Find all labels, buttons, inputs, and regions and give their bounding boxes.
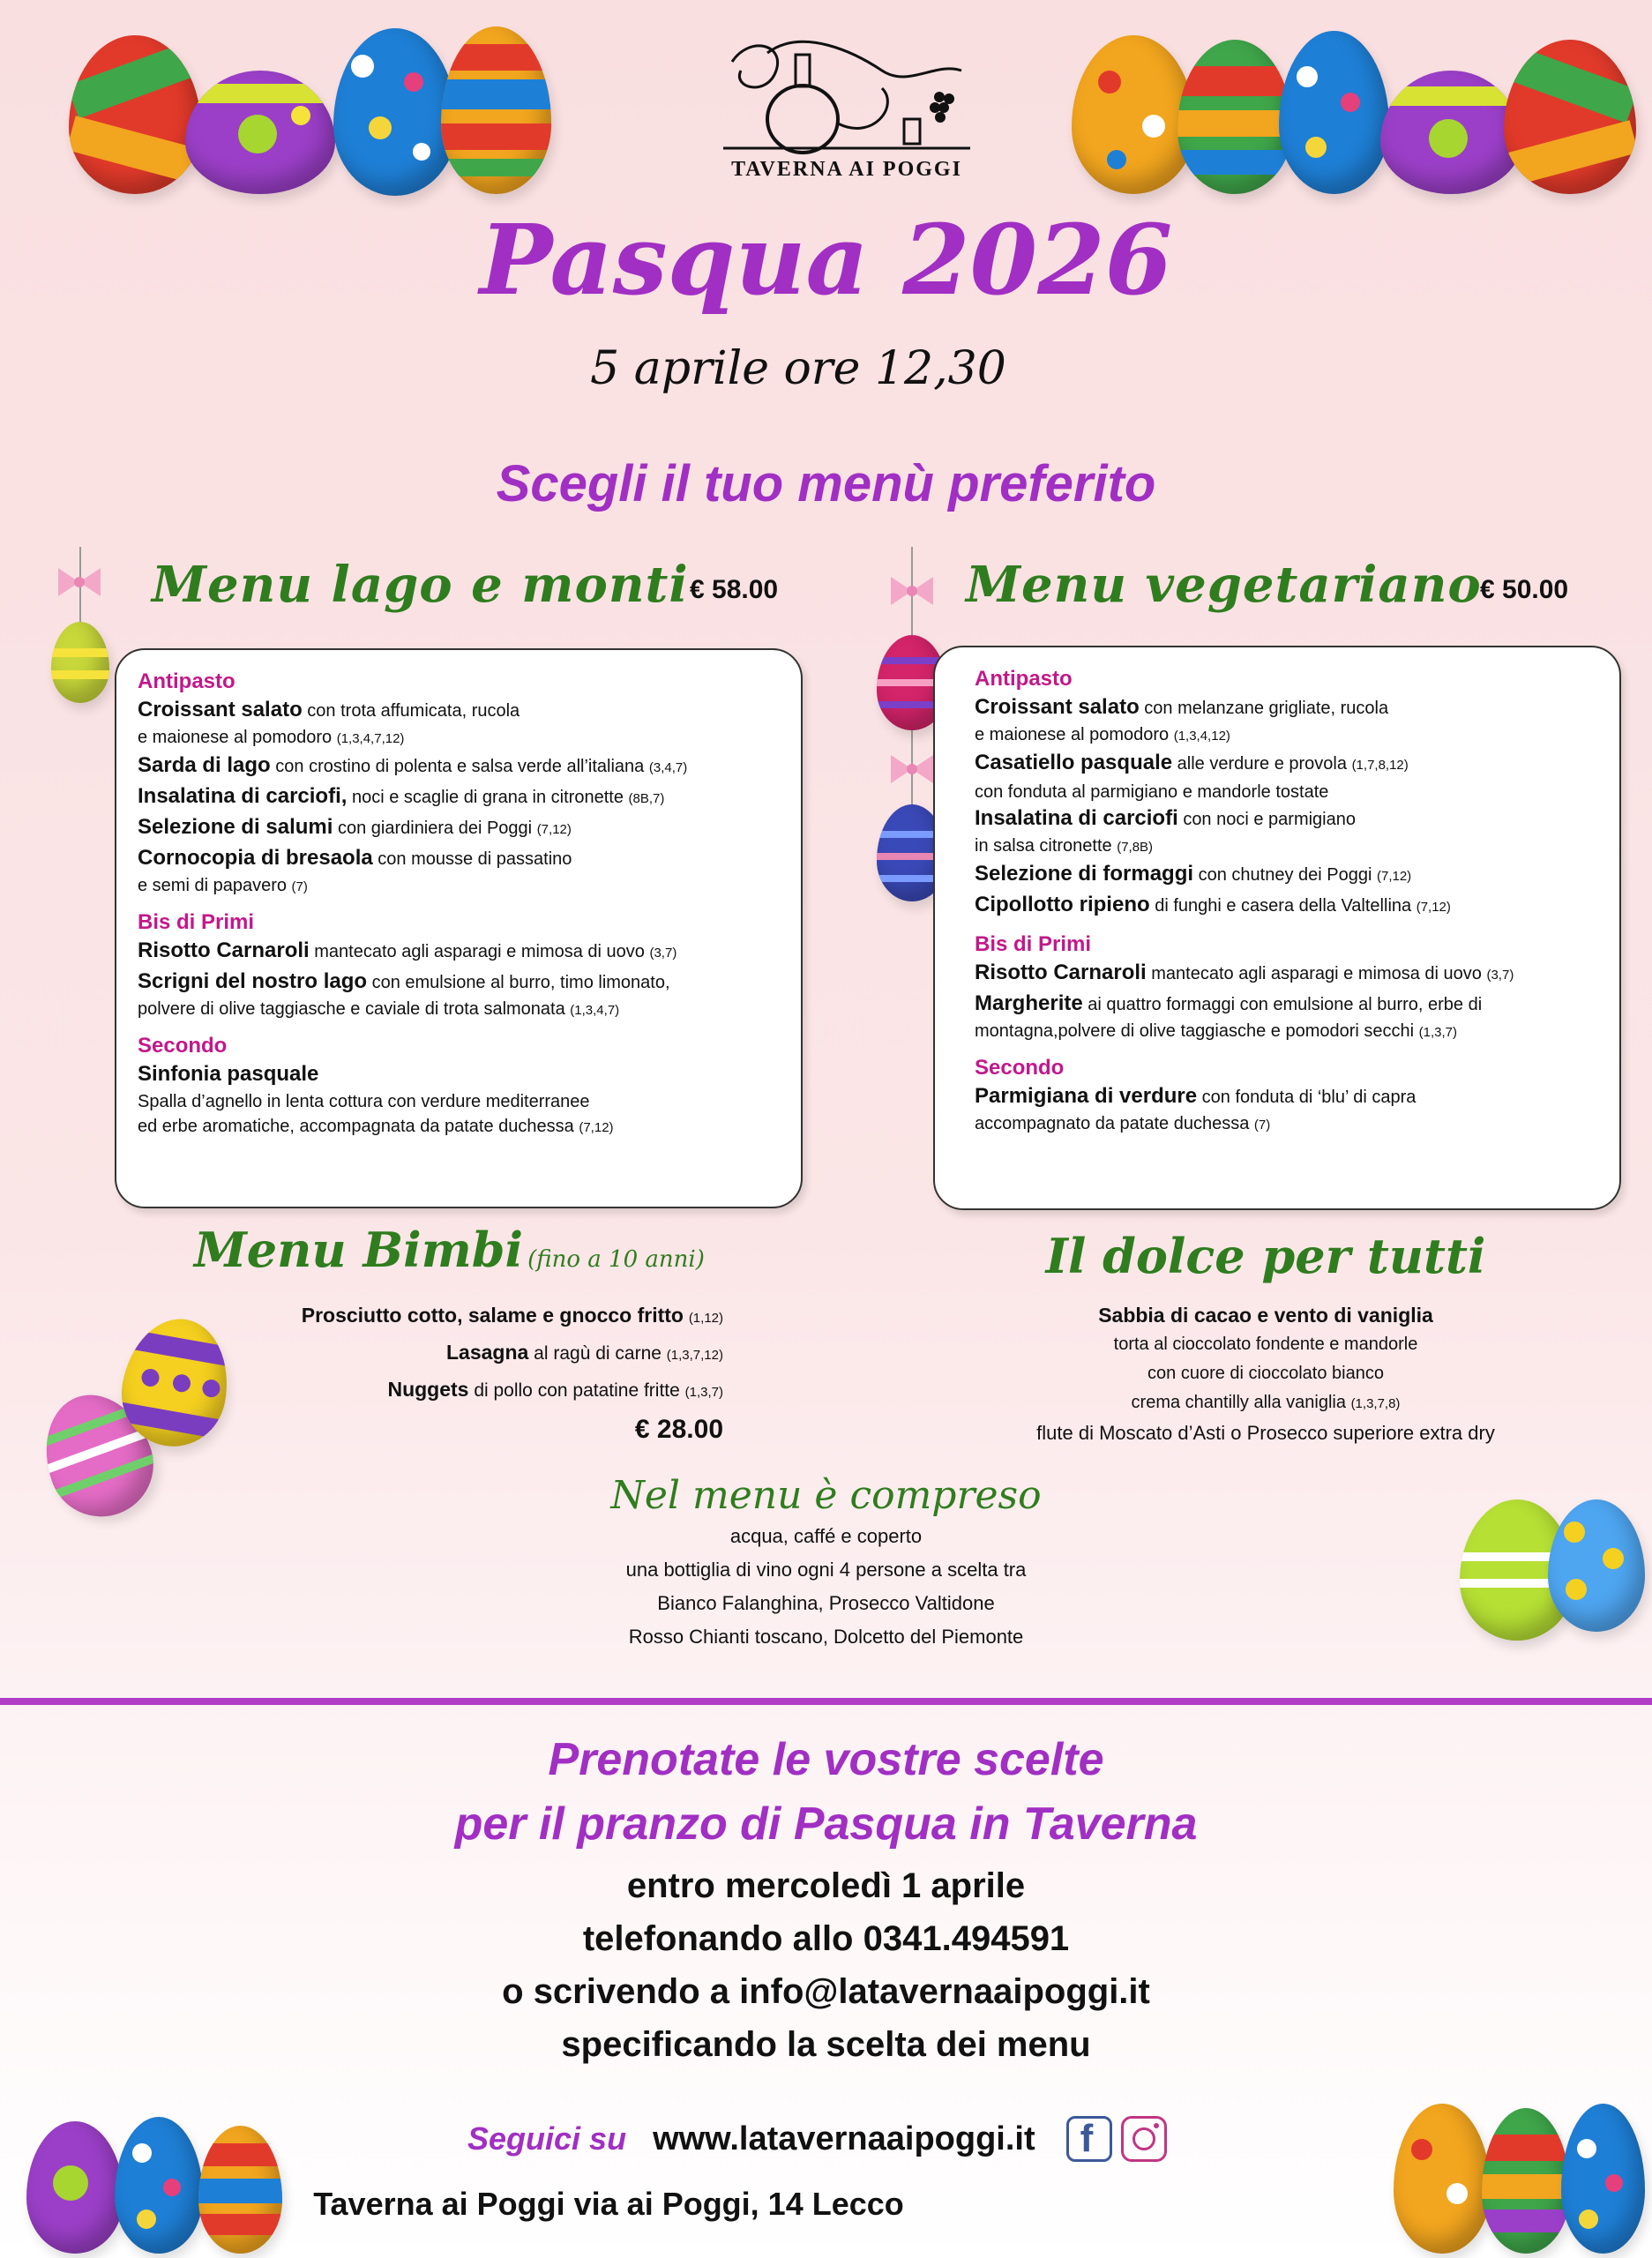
- egg-striped-icon: [441, 26, 551, 194]
- included-list: [0, 1520, 1652, 1654]
- menu-veg-price: € 50.00: [1480, 575, 1569, 604]
- menu-lago-title: Menu lago e monti: [152, 556, 689, 614]
- dolce-title: Il dolce per tutti: [1045, 1228, 1486, 1284]
- booking-details: [0, 1859, 1652, 2071]
- menu-veg-title: Menu vegetariano: [966, 556, 1482, 614]
- egg-striped-icon: [198, 2126, 282, 2254]
- dolce-line: crema chantilly alla vaniglia (1,3,7,8): [1131, 1393, 1401, 1412]
- included-title: Nel menu è compreso: [610, 1473, 1042, 1518]
- egg-red-icon: [1504, 40, 1636, 194]
- facebook-button[interactable]: [1066, 2116, 1112, 2162]
- follow-label: Seguici su: [467, 2120, 627, 2157]
- booking-phone[interactable]: telefonando allo 0341.494591: [582, 1919, 1070, 1958]
- menu-item: Risotto Carnaroli mantecato agli asparagi e mimosa di uovo (3,7): [975, 961, 1514, 984]
- dolce-line: torta al cioccolato fondente e mandorle: [1113, 1335, 1418, 1354]
- menu-item: Scrigni del nostro lago con emulsione al burro, timo limonato, polvere di olive taggiasche e caviale di trota salmonata (1,3,4,7): [138, 969, 670, 1019]
- footer-address: Taverna ai Poggi via ai Poggi, 14 Lecco: [313, 2186, 904, 2222]
- dolce-line: flute di Moscato d’Asti o Prosecco superiore extra dry: [1036, 1422, 1495, 1444]
- menu-veg-secondo-label: Secondo: [975, 1056, 1065, 1080]
- included-line: acqua, caffé e coperto: [729, 1525, 923, 1547]
- egg-blue-flowers-icon: [1561, 2104, 1645, 2254]
- menu-veg-primi-label: Bis di Primi: [975, 932, 1092, 956]
- bow-icon: [55, 564, 104, 600]
- menu-item: Selezione di salumi con giardiniera dei Poggi (7,12): [138, 815, 572, 839]
- egg-blue-flowers-icon: [1279, 31, 1389, 194]
- footer-follow-row: [467, 2112, 1167, 2165]
- booking-heading-2: per il pranzo di Pasqua in Taverna: [454, 1798, 1198, 1850]
- menu-item: Parmigiana di verdure con fonduta di ‘blu’ di capra accompagnato da patate duchessa (7): [975, 1084, 1417, 1133]
- bow-icon: [887, 751, 937, 787]
- menu-bimbi-title: Menu Bimbi: [194, 1222, 524, 1278]
- egg-purple-icon: [26, 2121, 123, 2254]
- menu-bimbi-heading: [194, 1222, 705, 1278]
- booking-heading-1: Prenotate le vostre scelte: [548, 1734, 1104, 1785]
- dolce-line: con cuore di cioccolato bianco: [1147, 1364, 1384, 1383]
- menu-item: Sarda di lago con crostino di polenta e salsa verde all’italiana (3,4,7): [138, 753, 688, 777]
- menu-item: Margherite ai quattro formaggi con emulsione al burro, erbe di montagna,polvere di olive taggiasche e pomodori secchi (1,3,7): [975, 991, 1483, 1041]
- included-line: una bottiglia di vino ogni 4 persone a scelta tra: [625, 1559, 1027, 1581]
- egg-purple-icon: [185, 71, 335, 194]
- included-line: Rosso Chianti toscano, Dolcetto del Piemonte: [628, 1626, 1024, 1648]
- egg-multicolor-icon: [1482, 2108, 1570, 2254]
- booking-deadline: entro mercoledì 1 aprile: [626, 1866, 1026, 1905]
- menu-item: Risotto Carnaroli mantecato agli asparagi e mimosa di uovo (3,7): [138, 938, 677, 962]
- menu-lago-primi-label: Bis di Primi: [138, 910, 255, 934]
- page-title: Pasqua 2026: [479, 203, 1173, 317]
- dolce-details: [882, 1301, 1649, 1447]
- logo-icon: [714, 35, 979, 154]
- menu-item: Croissant salato con melanzane grigliate, rucola e maionese al pomodoro (1,3,4,12): [975, 695, 1389, 744]
- menu-item: Nuggets di pollo con patatine fritte (1,3,7): [387, 1378, 723, 1401]
- menu-item: Selezione di formaggi con chutney dei Poggi (7,12): [975, 862, 1412, 886]
- menu-item: Casatiello pasquale alle verdure e provola (1,7,8,12) con fonduta al parmigiano e mandorle tostate: [975, 751, 1409, 802]
- instagram-icon: [1132, 2127, 1155, 2150]
- section-subtitle: Scegli il tuo menù preferito: [496, 455, 1156, 512]
- website-link[interactable]: www.latavernaaipoggi.it: [653, 2120, 1035, 2157]
- menu-veg-antipasto-label: Antipasto: [975, 667, 1073, 691]
- logo: [714, 35, 979, 185]
- menu-item: Lasagna al ragù di carne (1,3,7,12): [446, 1341, 723, 1364]
- menu-veg-card: [933, 646, 1621, 1210]
- menu-item: Cipollotto ripieno di funghi e casera della Valtellina (7,12): [975, 893, 1451, 916]
- menu-item: Croissant salato con trota affumicata, rucola e maionese al pomodoro (1,3,4,7,12): [138, 698, 520, 747]
- instagram-button[interactable]: [1121, 2116, 1167, 2162]
- egg-yellow-icon: [51, 622, 109, 703]
- egg-multicolor-icon: [1177, 40, 1292, 194]
- menu-lago-antipasto-label: Antipasto: [138, 669, 235, 693]
- egg-red-icon: [69, 35, 201, 194]
- egg-orange-dots-icon: [1394, 2104, 1491, 2254]
- booking-email[interactable]: o scrivendo a info@latavernaaipoggi.it: [502, 1972, 1150, 2011]
- menu-bimbi-price: € 28.00: [634, 1415, 723, 1444]
- dolce-name: Sabbia di cacao e vento di vaniglia: [1098, 1304, 1433, 1327]
- booking-note: specificando la scelta dei menu: [561, 2025, 1091, 2064]
- logo-text: TAVERNA AI POGGI: [731, 158, 962, 181]
- menu-lago-price: € 58.00: [690, 575, 779, 604]
- menu-item: Insalatina di carciofi, noci e scaglie di grana in citronette (8B,7): [138, 784, 665, 808]
- menu-item: Sinfonia pasquale Spalla d’agnello in lenta cottura con verdure mediterranee ed erbe aromatiche, accompagnata da patate duchessa (7,12): [138, 1062, 614, 1136]
- event-date: 5 aprile ore 12,30: [590, 342, 1006, 395]
- menu-item: Prosciutto cotto, salame e gnocco fritto (1,12): [301, 1304, 723, 1327]
- bow-icon: [887, 573, 937, 609]
- menu-lago-secondo-label: Secondo: [138, 1034, 228, 1058]
- menu-item: Cornocopia di bresaola con mousse di passatino e semi di papavero (7): [138, 846, 572, 895]
- menu-lago-card: [115, 648, 803, 1208]
- egg-orange-dots-icon: [1072, 35, 1195, 194]
- egg-blue-flowers-icon: [333, 28, 457, 196]
- menu-bimbi-note: (fino a 10 anni): [527, 1246, 705, 1273]
- divider: [0, 1698, 1652, 1705]
- menu-item: Insalatina di carciofi con noci e parmigiano in salsa citronette (7,8B): [975, 806, 1356, 856]
- egg-blue-flowers-icon: [115, 2117, 203, 2254]
- egg-purple-icon: [1380, 71, 1521, 194]
- included-line: Bianco Falanghina, Prosecco Valtidone: [657, 1592, 995, 1614]
- menu-bimbi-list: [159, 1298, 723, 1447]
- facebook-icon: f: [1080, 2117, 1094, 2160]
